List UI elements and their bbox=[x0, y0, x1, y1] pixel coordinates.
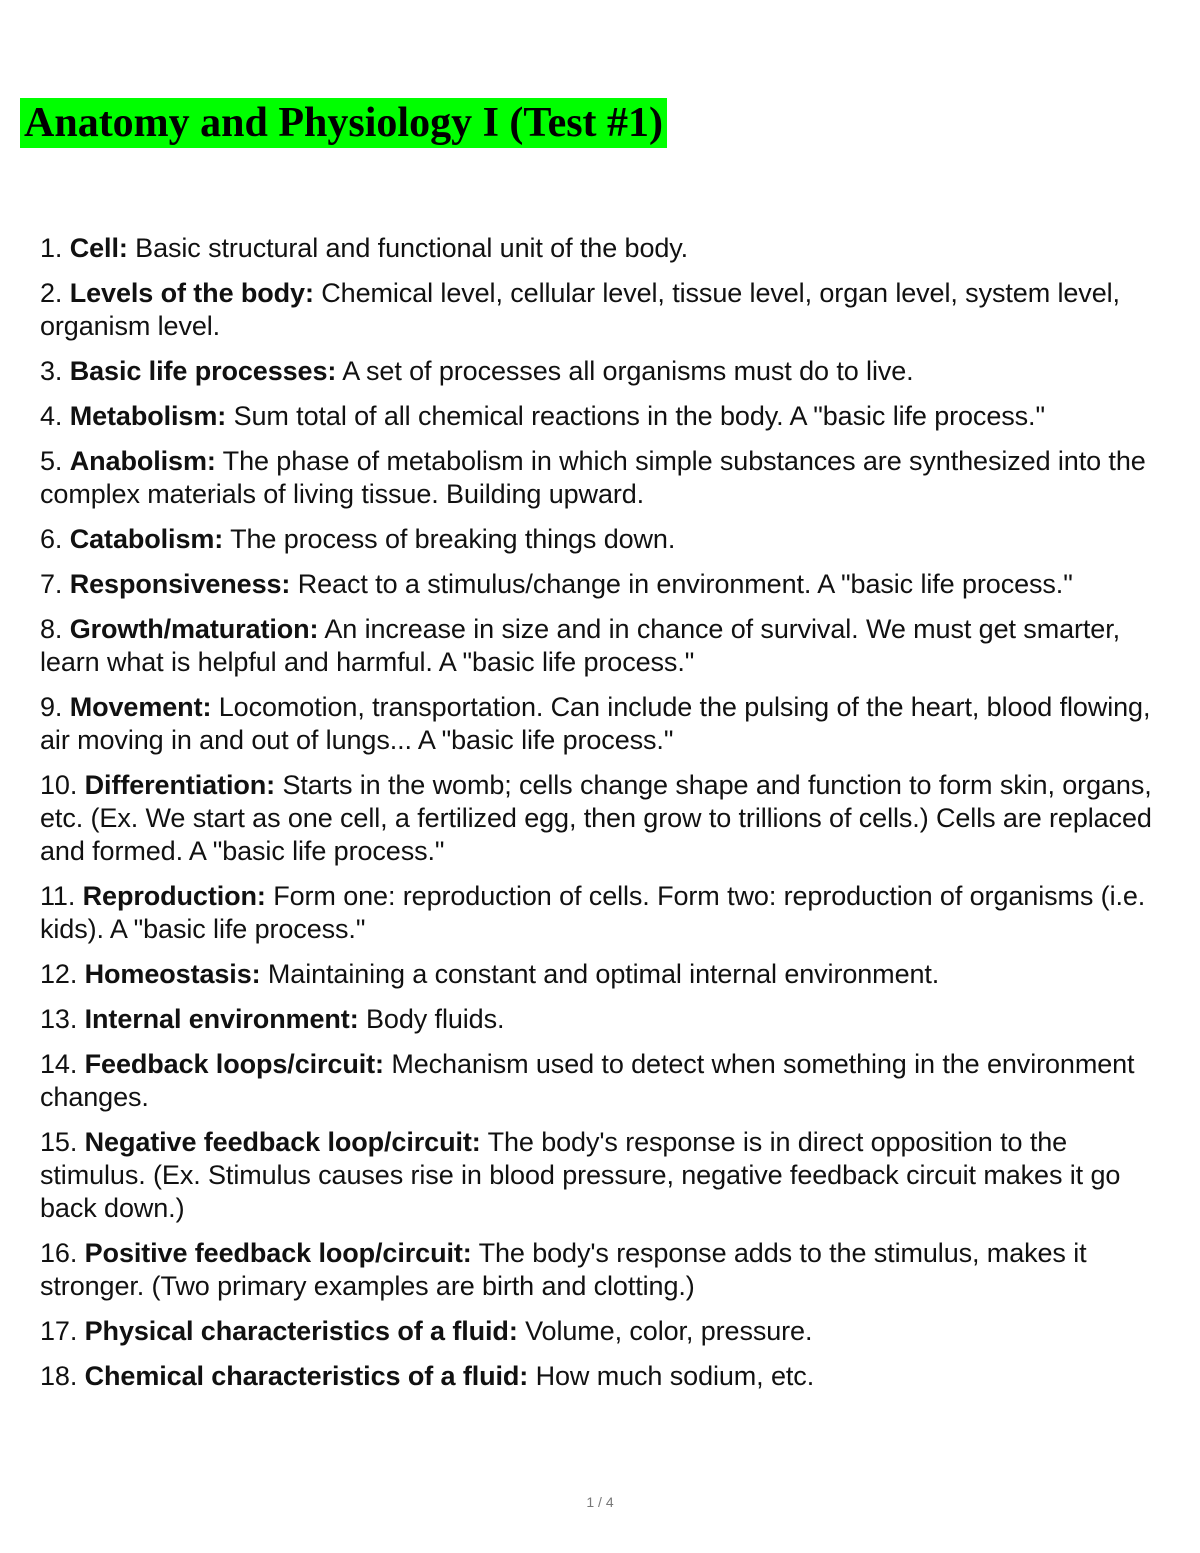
item-definition: How much sodium, etc. bbox=[535, 1361, 815, 1391]
item-term: Cell: bbox=[69, 233, 128, 263]
list-item bbox=[40, 1126, 1165, 1225]
item-number: 17. bbox=[40, 1316, 78, 1346]
item-definition: An increase in size and in chance of survival. We must get smarter, learn what is helpful and harmful. A "basic life process." bbox=[40, 614, 1121, 677]
list-item bbox=[40, 523, 1165, 556]
item-number: 4. bbox=[40, 401, 63, 431]
item-term: Levels of the body: bbox=[69, 278, 314, 308]
item-number: 9. bbox=[40, 692, 63, 722]
list-item bbox=[40, 568, 1165, 601]
page-number: 1 / 4 bbox=[586, 1494, 614, 1510]
item-term: Chemical characteristics of a fluid: bbox=[84, 1361, 529, 1391]
list-item bbox=[40, 1237, 1165, 1303]
item-number: 12. bbox=[40, 959, 78, 989]
item-number: 7. bbox=[40, 569, 63, 599]
item-term: Basic life processes: bbox=[69, 356, 337, 386]
list-item bbox=[40, 1315, 1165, 1348]
list-item bbox=[40, 445, 1165, 511]
item-number: 8. bbox=[40, 614, 63, 644]
item-number: 2. bbox=[40, 278, 63, 308]
list-item bbox=[40, 355, 1165, 388]
item-definition: A set of processes all organisms must do to live. bbox=[342, 356, 914, 386]
item-definition: Body fluids. bbox=[366, 1004, 505, 1034]
term-list bbox=[40, 232, 1165, 1405]
item-definition: Locomotion, transportation. Can include the pulsing of the heart, blood flowing, air moving in and out of lungs... A "basic life process." bbox=[40, 692, 1151, 755]
item-number: 5. bbox=[40, 446, 63, 476]
item-number: 10. bbox=[40, 770, 78, 800]
item-number: 16. bbox=[40, 1238, 78, 1268]
item-term: Physical characteristics of a fluid: bbox=[84, 1316, 518, 1346]
item-number: 3. bbox=[40, 356, 63, 386]
item-term: Feedback loops/circuit: bbox=[84, 1049, 384, 1079]
item-definition: Sum total of all chemical reactions in the body. A "basic life process." bbox=[233, 401, 1045, 431]
item-definition: The body's response adds to the stimulus, makes it stronger. (Two primary examples are birth and clotting.) bbox=[40, 1238, 1087, 1301]
item-definition: The body's response is in direct opposition to the stimulus. (Ex. Stimulus causes rise in blood pressure, negative feedback circuit makes it go back down.) bbox=[40, 1127, 1121, 1223]
item-number: 11. bbox=[40, 881, 76, 911]
item-definition: Volume, color, pressure. bbox=[525, 1316, 813, 1346]
item-number: 13. bbox=[40, 1004, 78, 1034]
item-term: Metabolism: bbox=[69, 401, 227, 431]
item-term: Positive feedback loop/circuit: bbox=[84, 1238, 472, 1268]
item-definition: The phase of metabolism in which simple substances are synthesized into the complex materials of living tissue. Building upward. bbox=[40, 446, 1146, 509]
item-term: Differentiation: bbox=[84, 770, 276, 800]
list-item bbox=[40, 1360, 1165, 1393]
list-item bbox=[40, 613, 1165, 679]
item-number: 14. bbox=[40, 1049, 78, 1079]
item-term: Movement: bbox=[69, 692, 212, 722]
list-item bbox=[40, 691, 1165, 757]
item-number: 6. bbox=[40, 524, 63, 554]
item-definition: React to a stimulus/change in environment. A "basic life process." bbox=[297, 569, 1073, 599]
item-definition: Starts in the womb; cells change shape and function to form skin, organs, etc. (Ex. We start as one cell, a fertilized egg, then grow to trillions of cells.) Cells are replaced and formed. A "basic life process." bbox=[40, 770, 1152, 866]
item-definition: Chemical level, cellular level, tissue level, organ level, system level, organism level. bbox=[40, 278, 1120, 341]
item-definition: Basic structural and functional unit of the body. bbox=[135, 233, 689, 263]
item-term: Responsiveness: bbox=[69, 569, 291, 599]
item-definition: Maintaining a constant and optimal internal environment. bbox=[267, 959, 940, 989]
item-number: 1. bbox=[40, 233, 63, 263]
page-title: Anatomy and Physiology I (Test #1) bbox=[20, 98, 667, 148]
item-definition: Form one: reproduction of cells. Form two: reproduction of organisms (i.e. kids). A "basic life process." bbox=[40, 881, 1146, 944]
list-item bbox=[40, 958, 1165, 991]
list-item bbox=[40, 400, 1165, 433]
list-item bbox=[40, 1003, 1165, 1036]
item-number: 15. bbox=[40, 1127, 78, 1157]
item-term: Negative feedback loop/circuit: bbox=[84, 1127, 481, 1157]
item-term: Anabolism: bbox=[69, 446, 216, 476]
item-term: Internal environment: bbox=[84, 1004, 359, 1034]
item-term: Growth/maturation: bbox=[69, 614, 319, 644]
list-item bbox=[40, 1048, 1165, 1114]
item-definition: The process of breaking things down. bbox=[230, 524, 676, 554]
list-item bbox=[40, 769, 1165, 868]
list-item bbox=[40, 232, 1165, 265]
item-definition: Mechanism used to detect when something in the environment changes. bbox=[40, 1049, 1135, 1112]
list-item bbox=[40, 277, 1165, 343]
item-term: Reproduction: bbox=[82, 881, 266, 911]
item-number: 18. bbox=[40, 1361, 78, 1391]
list-item bbox=[40, 880, 1165, 946]
item-term: Homeostasis: bbox=[84, 959, 261, 989]
item-term: Catabolism: bbox=[69, 524, 224, 554]
